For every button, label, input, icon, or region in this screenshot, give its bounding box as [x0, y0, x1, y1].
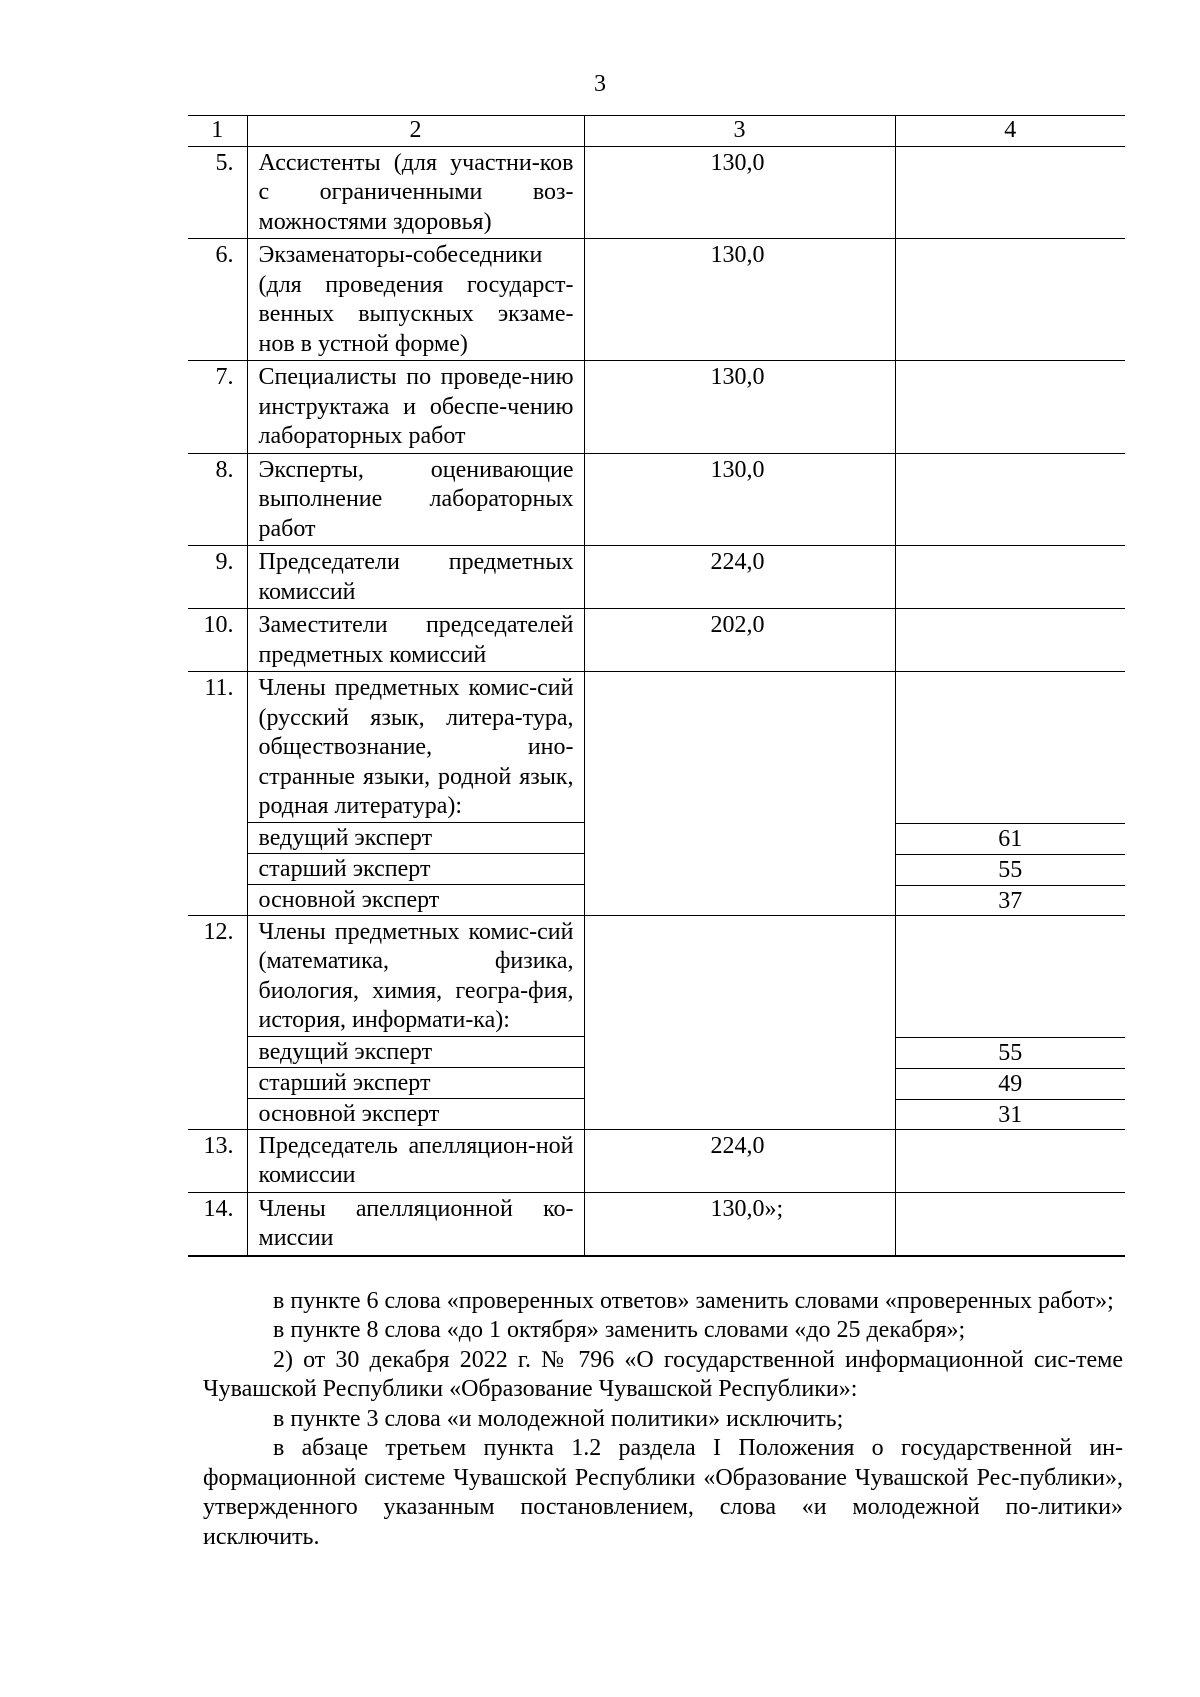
row-number: 12. — [188, 915, 247, 1129]
row-value-text: 202,0 — [710, 612, 765, 638]
row-name-text: Председатель апелляцион-​ной комиссии — [258, 1132, 574, 1188]
table-row — [188, 915, 1125, 1129]
body-paragraph: в пункте 3 слова «и молодежной политики» исключить; — [273, 1405, 844, 1432]
header-cell: 1 — [188, 116, 247, 147]
row-name-text: Члены предметных комис-​сий (русский язык, литера-​тура, обществознание, ино-​странные языки, родной язык, родная литература): — [258, 675, 574, 819]
row-col4 — [895, 1129, 1125, 1192]
row-name-text: Эксперты, оценивающие выполнение лабораторных работ — [258, 456, 574, 542]
subrow-value: 55 — [896, 1037, 1126, 1068]
row-value — [584, 361, 895, 454]
row-name — [247, 146, 584, 239]
row-number: 14. — [188, 1192, 247, 1256]
row-name-text: Члены апелляционной ко-​миссии — [258, 1195, 574, 1251]
row-value — [584, 146, 895, 239]
row-col4 — [895, 361, 1125, 454]
table-row — [188, 672, 1125, 916]
row-value-text: 130,0 — [710, 456, 765, 483]
row-number: 9. — [188, 546, 247, 609]
table-header-row — [188, 116, 1125, 147]
table-row — [188, 1192, 1125, 1256]
subrow-list — [248, 822, 584, 915]
row-value — [584, 453, 895, 546]
row-name-text: Председатели предметных комиссий — [258, 549, 574, 605]
subrow-value: 55 — [896, 854, 1126, 885]
row-value — [584, 546, 895, 609]
subrow-list — [248, 1036, 584, 1129]
subrow-label: старший эксперт — [248, 1067, 584, 1098]
subrow-label: основной эксперт — [248, 884, 584, 915]
row-value-text: 130,0 — [710, 242, 765, 268]
table-row — [188, 453, 1125, 546]
row-value — [584, 672, 895, 916]
table-row — [188, 1129, 1125, 1192]
row-col4 — [895, 546, 1125, 609]
row-name — [247, 1129, 584, 1192]
row-value-text: 224,0 — [710, 1132, 765, 1159]
payment-rates-table — [188, 115, 1125, 1257]
subrow-value: 61 — [896, 823, 1126, 854]
subrow-label: старший эксперт — [248, 853, 584, 884]
body-paragraph: в абзаце третьем пункта 1.2 раздела I Положения о государственной ин-​формационной системе Чувашской Республики «Образование Чувашской Рес-​публики», утвержденного указанным постановлением, слова «и молодежной по-​литики» исключить. — [203, 1435, 1123, 1550]
header-cell: 2 — [247, 116, 584, 147]
row-name — [247, 609, 584, 672]
row-number: 13. — [188, 1129, 247, 1192]
row-name-text: Члены предметных комис-​сий (математика, физика, биология, химия, геогра-​фия, история, информати-​ка): — [258, 918, 574, 1033]
header-cell: 4 — [895, 116, 1125, 147]
row-col4 — [895, 453, 1125, 546]
row-name-text: Специалисты по проведе-​нию инструктажа и обеспе-​чению лабораторных работ — [258, 364, 574, 449]
row-name — [247, 672, 584, 916]
table-row — [188, 609, 1125, 672]
body-text — [203, 1287, 1123, 1553]
row-name — [247, 453, 584, 546]
row-value-text: 130,0 — [710, 364, 765, 390]
row-name-text: Экзаменаторы-​собеседники (для проведения государст-​венных выпускных экзаме-​нов в устной форме) — [258, 242, 574, 357]
body-paragraph: 2) от 30 декабря 2022 г. № 796 «О государственной информационной сис-​теме Чувашской Республики «Образование Чувашской Республики»: — [203, 1346, 1123, 1402]
row-name — [247, 239, 584, 361]
row-value-text: 130,0 — [710, 149, 765, 176]
row-number: 11. — [188, 672, 247, 916]
page-number: 3 — [594, 71, 606, 97]
header-cell: 3 — [584, 116, 895, 147]
row-name — [247, 915, 584, 1129]
row-name — [247, 546, 584, 609]
body-paragraph: в пункте 8 слова «до 1 октября» заменить словами «до 25 декабря»; — [273, 1317, 966, 1343]
row-name-text: Ассистенты (для участни-​ков с ограниченными воз-​можностями здоровья) — [258, 149, 574, 235]
row-col4 — [895, 1192, 1125, 1256]
row-value — [584, 1129, 895, 1192]
row-value — [584, 609, 895, 672]
row-value — [584, 915, 895, 1129]
table-row — [188, 239, 1125, 361]
row-value — [584, 1192, 895, 1256]
row-number: 10. — [188, 609, 247, 672]
subrow-value: 49 — [896, 1068, 1126, 1099]
subrow-value: 37 — [896, 885, 1126, 916]
row-name — [247, 361, 584, 454]
row-col4 — [895, 915, 1125, 1129]
row-col4 — [895, 609, 1125, 672]
subrow-label: основной эксперт — [248, 1098, 584, 1129]
row-value-text: 130,0»; — [710, 1195, 784, 1222]
table-row — [188, 146, 1125, 239]
body-paragraph: в пункте 6 слова «проверенных ответов» заменить словами «проверенных работ»; — [273, 1287, 1114, 1314]
row-value-text: 224,0 — [710, 549, 765, 575]
row-col4 — [895, 239, 1125, 361]
row-number: 8. — [188, 453, 247, 546]
row-number: 7. — [188, 361, 247, 454]
subrow-label: ведущий эксперт — [248, 1036, 584, 1067]
row-number: 5. — [188, 146, 247, 239]
table-row — [188, 546, 1125, 609]
row-value — [584, 239, 895, 361]
row-col4 — [895, 672, 1125, 916]
subrow-value: 31 — [896, 1099, 1126, 1130]
row-number: 6. — [188, 239, 247, 361]
row-name — [247, 1192, 584, 1256]
subrow-values — [896, 1037, 1126, 1130]
subrow-values — [896, 823, 1126, 916]
row-col4 — [895, 146, 1125, 239]
subrow-label: ведущий эксперт — [248, 822, 584, 853]
row-name-text: Заместители председателей предметных комиссий — [258, 612, 574, 668]
table-row — [188, 361, 1125, 454]
